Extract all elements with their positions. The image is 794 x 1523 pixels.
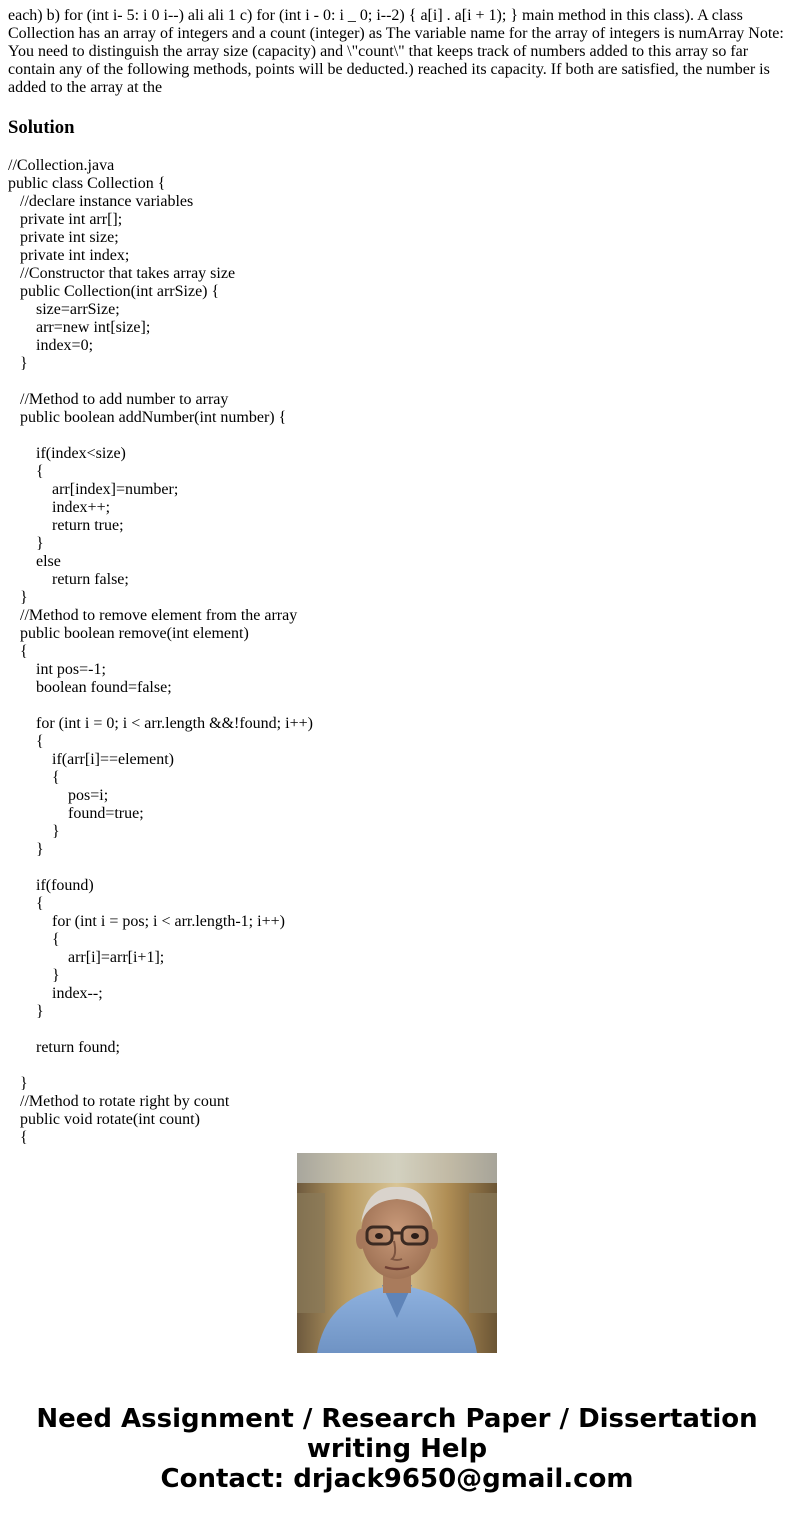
code-line: boolean found=false; [8, 679, 172, 696]
code-line: pos=i; [8, 787, 109, 804]
code-line: return found; [8, 1039, 120, 1056]
code-line: } [8, 1003, 44, 1020]
code-line: public class Collection { [8, 175, 166, 192]
promo-line-1: Need Assignment / Research Paper / Dissertation [36, 1404, 758, 1434]
code-line: private int size; [8, 229, 119, 246]
code-line: } [8, 823, 60, 840]
code-line: if(index<size) [8, 445, 126, 462]
code-line: //Method to remove element from the array [8, 607, 298, 624]
code-line: public void rotate(int count) [8, 1111, 200, 1128]
solution-code [8, 157, 788, 1147]
code-line: } [8, 967, 60, 984]
code-line: public boolean remove(int element) [8, 625, 249, 642]
code-line: return true; [8, 517, 124, 534]
code-line: { [8, 1129, 28, 1146]
author-avatar [297, 1153, 497, 1353]
code-viewport [8, 157, 788, 1146]
code-line: public Collection(int arrSize) { [8, 283, 220, 300]
code-line [8, 1057, 788, 1075]
code-line: { [8, 733, 44, 750]
code-line [8, 1021, 788, 1039]
code-line: { [8, 895, 44, 912]
code-line [8, 427, 788, 445]
code-line: private int arr[]; [8, 211, 123, 228]
code-line: } [8, 1075, 28, 1092]
code-line: } [8, 535, 44, 552]
code-line: } [8, 589, 28, 606]
code-line: arr[i]=arr[i+1]; [8, 949, 165, 966]
code-line: index=0; [8, 337, 94, 354]
code-line: //Constructor that takes array size [8, 265, 236, 282]
code-line: for (int i = 0; i < arr.length &&!found; i++) [8, 715, 313, 732]
code-line: //Method to rotate right by count [8, 1093, 230, 1110]
question-text: each) b) for (int i- 5: i 0 i--) ali ali 1 c) for (int i - 0: i _ 0; i--2) { a[i] . a[i + 1); } main method in this class). A class Collection has an array of integers and a count (integer) as The variable name for the array of integers is numArray Note: You need to distinguish the array size (capacity) and \"count\" that keeps track of numbers added to this array so far contain any of the following methods, points will be deducted.) reached its capacity. If both are satisfied, the number is added to the array at the [8, 7, 784, 96]
code-line: if(found) [8, 877, 94, 894]
code-line: arr=new int[size]; [8, 319, 151, 336]
promo-contact: Contact: drjack9650@gmail.com [160, 1464, 634, 1494]
solution-heading: Solution [8, 117, 75, 138]
promo-line-2: writing Help [306, 1434, 488, 1464]
code-line: index++; [8, 499, 111, 516]
code-line: for (int i = pos; i < arr.length-1; i++) [8, 913, 285, 930]
code-line: private int index; [8, 247, 130, 264]
code-line: index--; [8, 985, 103, 1002]
code-line: } [8, 355, 28, 372]
code-line: { [8, 931, 60, 948]
code-line: { [8, 463, 44, 480]
code-line: else [8, 553, 61, 570]
code-line [8, 859, 788, 877]
code-line: return false; [8, 571, 129, 588]
code-line: //declare instance variables [8, 193, 194, 210]
code-line: //Method to add number to array [8, 391, 229, 408]
promo-banner [0, 1404, 794, 1494]
code-line: { [8, 643, 28, 660]
code-line: public boolean addNumber(int number) { [8, 409, 287, 426]
code-line: if(arr[i]==element) [8, 751, 174, 768]
code-line: { [8, 769, 60, 786]
code-line: //Collection.java [8, 157, 115, 174]
code-line [8, 697, 788, 715]
code-line: found=true; [8, 805, 144, 822]
code-line: size=arrSize; [8, 301, 120, 318]
code-line: arr[index]=number; [8, 481, 179, 498]
code-line [8, 373, 788, 391]
code-line: } [8, 841, 44, 858]
code-line: int pos=-1; [8, 661, 106, 678]
